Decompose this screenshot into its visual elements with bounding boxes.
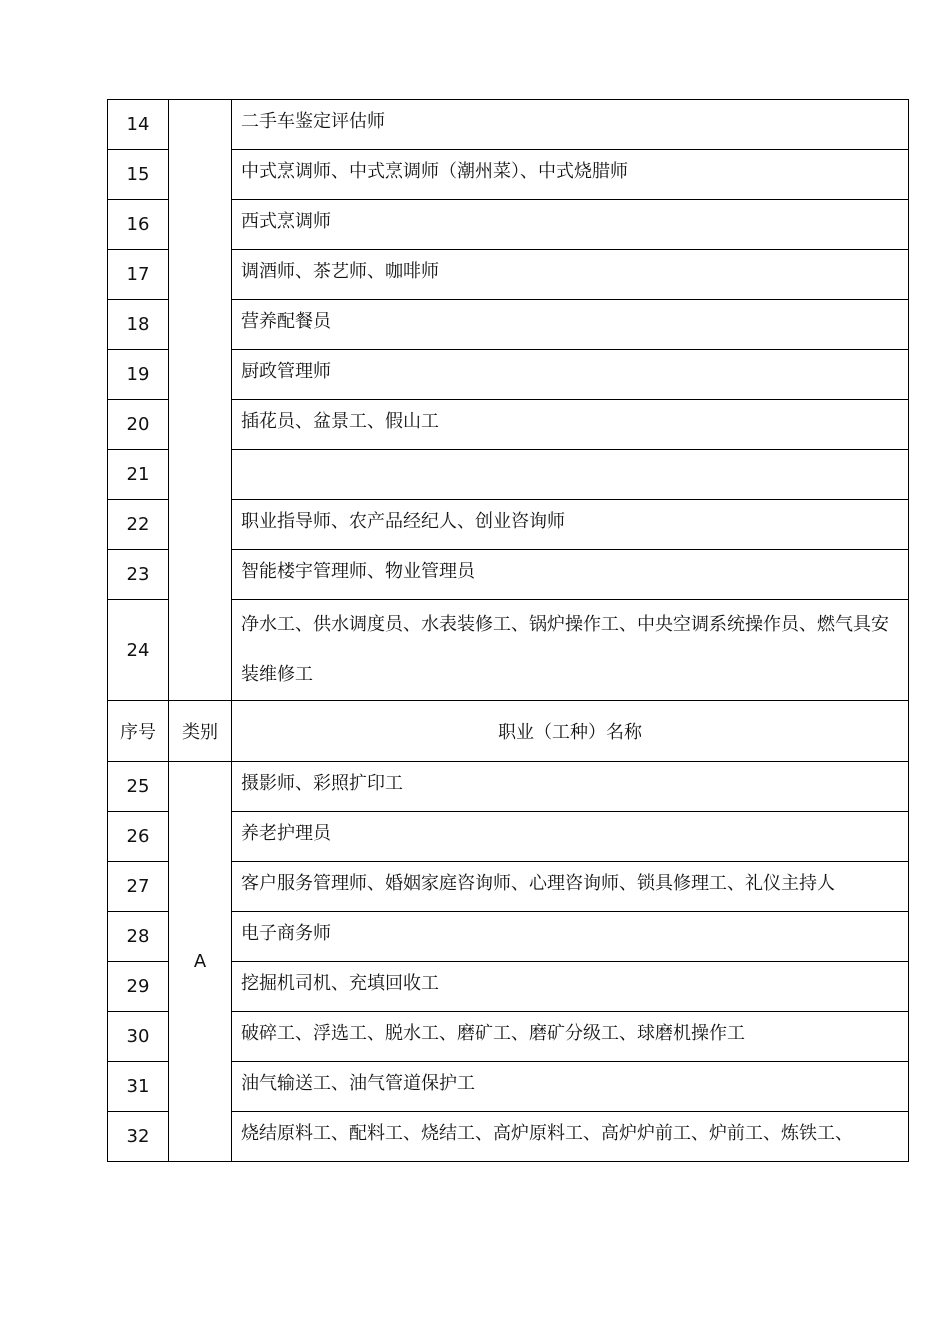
occupation-name: 调酒师、茶艺师、咖啡师 (232, 250, 909, 300)
occupation-name: 电子商务师 (232, 912, 909, 962)
category-cell: A (169, 762, 232, 1162)
row-number: 16 (108, 200, 169, 250)
row-number: 23 (108, 550, 169, 600)
occupation-name: 净水工、供水调度员、水表装修工、锅炉操作工、中央空调系统操作员、燃气具安装维修工 (232, 600, 909, 701)
row-number: 18 (108, 300, 169, 350)
row-number: 20 (108, 400, 169, 450)
occupation-name: 破碎工、浮选工、脱水工、磨矿工、磨矿分级工、球磨机操作工 (232, 1012, 909, 1062)
occupation-name: 智能楼宇管理师、物业管理员 (232, 550, 909, 600)
occupation-name: 挖掘机司机、充填回收工 (232, 962, 909, 1012)
occupation-name: 中式烹调师、中式烹调师（潮州菜）、中式烧腊师 (232, 150, 909, 200)
occupation-name: 职业指导师、农产品经纪人、创业咨询师 (232, 500, 909, 550)
header-occupation-name: 职业（工种）名称 (232, 701, 909, 762)
row-number: 26 (108, 812, 169, 862)
occupation-name: 插花员、盆景工、假山工 (232, 400, 909, 450)
occupation-name: 厨政管理师 (232, 350, 909, 400)
occupation-name: 养老护理员 (232, 812, 909, 862)
row-number: 28 (108, 912, 169, 962)
header-number: 序号 (108, 701, 169, 762)
row-number: 29 (108, 962, 169, 1012)
row-number: 27 (108, 862, 169, 912)
occupation-name: 客户服务管理师、婚姻家庭咨询师、心理咨询师、锁具修理工、礼仪主持人 (232, 862, 909, 912)
occupation-name: 烧结原料工、配料工、烧结工、高炉原料工、高炉炉前工、炉前工、炼铁工、 (232, 1112, 909, 1162)
occupation-table (107, 99, 909, 1162)
table-row (108, 762, 909, 812)
header-category: 类别 (169, 701, 232, 762)
row-number: 22 (108, 500, 169, 550)
occupation-name: 油气输送工、油气管道保护工 (232, 1062, 909, 1112)
row-number: 17 (108, 250, 169, 300)
table-row (108, 100, 909, 150)
occupation-name: 营养配餐员 (232, 300, 909, 350)
occupation-name: 西式烹调师 (232, 200, 909, 250)
row-number: 21 (108, 450, 169, 500)
row-number: 32 (108, 1112, 169, 1162)
header-row (108, 701, 909, 762)
occupation-name: 摄影师、彩照扩印工 (232, 762, 909, 812)
row-number: 15 (108, 150, 169, 200)
row-number: 19 (108, 350, 169, 400)
row-number: 31 (108, 1062, 169, 1112)
row-number: 24 (108, 600, 169, 701)
row-number: 25 (108, 762, 169, 812)
row-number: 14 (108, 100, 169, 150)
row-number: 30 (108, 1012, 169, 1062)
occupation-name (232, 450, 909, 500)
category-cell (169, 100, 232, 701)
occupation-name: 二手车鉴定评估师 (232, 100, 909, 150)
